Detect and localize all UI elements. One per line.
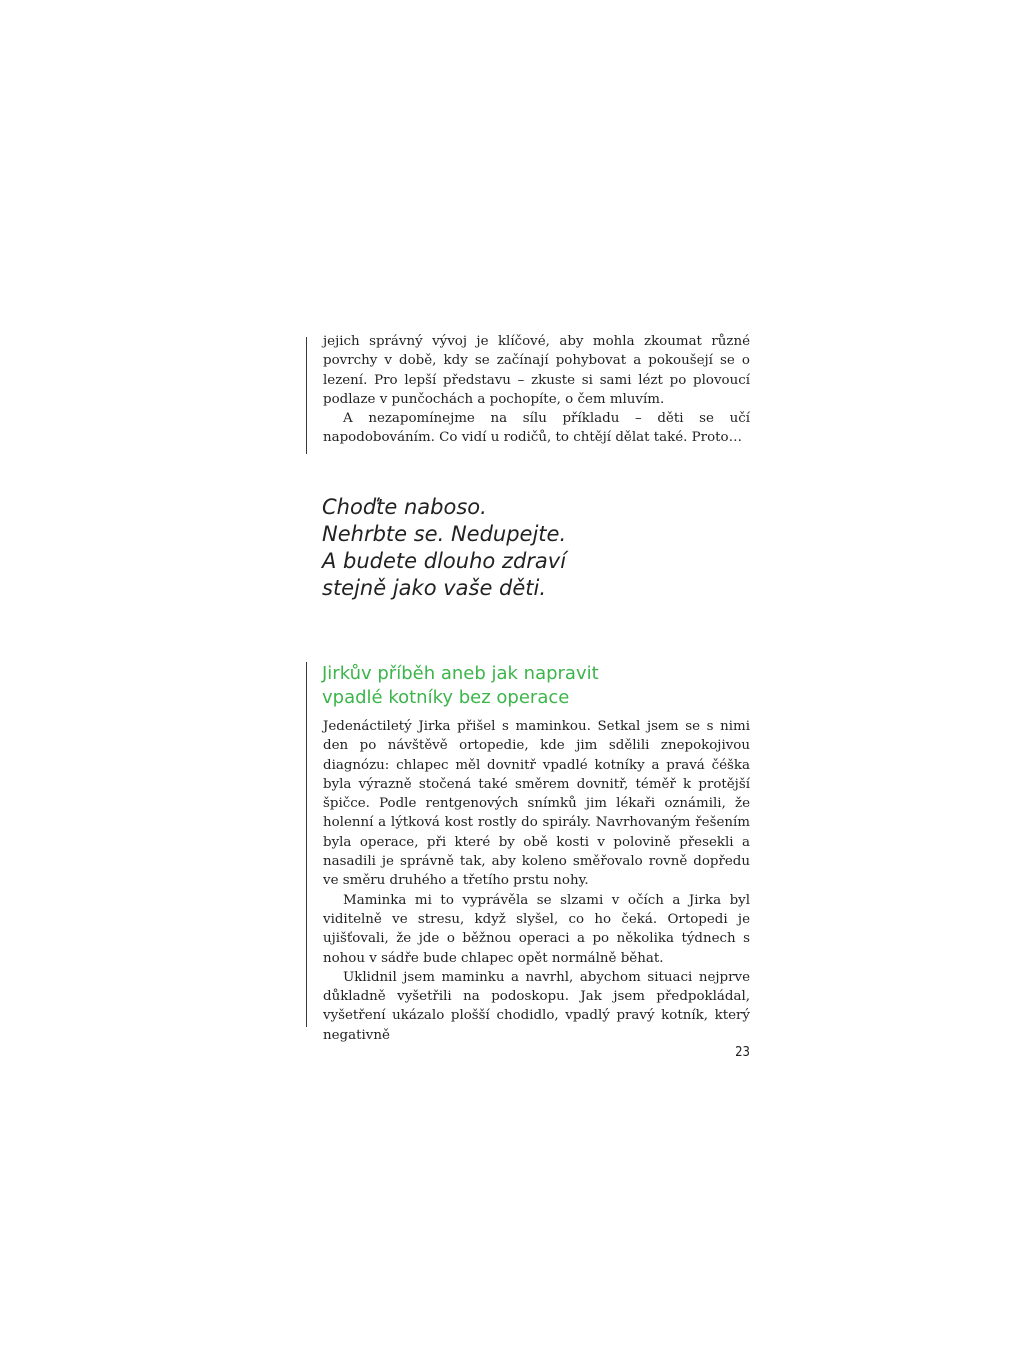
pull-quote: [322, 494, 742, 602]
margin-rule-bottom: [306, 662, 307, 1027]
story-paragraph-1: Jedenáctiletý Jirka přišel s maminkou. Setkal jsem se s nimi den po návštěvě ortopedie, kde jim sdělili znepokojivou diagnózu: chlapec měl dovnitř vpadlé kotníky a pravá čéška byla výrazně stočená také směrem dovnitř, téměř k protější špičce. Podle rentgenových snímků jim lékaři oznámili, že holenní a lýtková kost rostly do spirály. Navrhovaným řešením byla operace, při které by obě kosti v polovině přesekli a nasadili je správně tak, aby koleno směřovalo rovně dopředu ve směru druhého a třetího prstu nohy.: [323, 719, 750, 889]
intro-text-block: [323, 332, 750, 448]
story-text-block: [323, 717, 750, 1045]
page-number: 23: [735, 1045, 750, 1060]
intro-paragraph-1: jejich správný vývoj je klíčové, aby mohla zkoumat různé povrchy v době, kdy se začínají pohybovat a pokoušejí se o lezení. Pro lepší představu – zkuste si sami lézt po plovoucí podlaze v punčochách a pochopíte, o čem mluvím.: [323, 334, 750, 407]
heading-line: Jirkův příběh aneb jak napravit: [322, 663, 599, 684]
quote-line: A budete dlouho zdraví: [322, 549, 567, 573]
section-heading: [322, 662, 742, 710]
margin-rule-top: [306, 337, 307, 454]
quote-line: Nehrbte se. Nedupejte.: [322, 522, 567, 546]
story-paragraph-2: Maminka mi to vyprávěla se slzami v očích a Jirka byl viditelně ve stresu, když slyšel, co ho čeká. Ortopedi je ujišťovali, že jde o běžnou operaci a po několika týdnech s nohou v sádře bude chlapec opět normálně běhat.: [323, 892, 750, 966]
heading-line: vpadlé kotníky bez operace: [322, 687, 570, 708]
intro-paragraph-2: A nezapomínejme na sílu příkladu – děti se učí napodobováním. Co vidí u rodičů, to chtějí dělat také. Proto…: [323, 411, 750, 446]
quote-line: Choďte naboso.: [322, 495, 487, 519]
quote-line: stejně jako vaše děti.: [322, 576, 547, 600]
story-paragraph-3: Uklidnil jsem maminku a navrhl, abychom situaci nejprve důkladně vyšetřili na podoskopu. Jak jsem předpokládal, vyšetření ukázalo plošší chodidlo, vpadlý pravý kotník, který negativně: [323, 969, 750, 1043]
